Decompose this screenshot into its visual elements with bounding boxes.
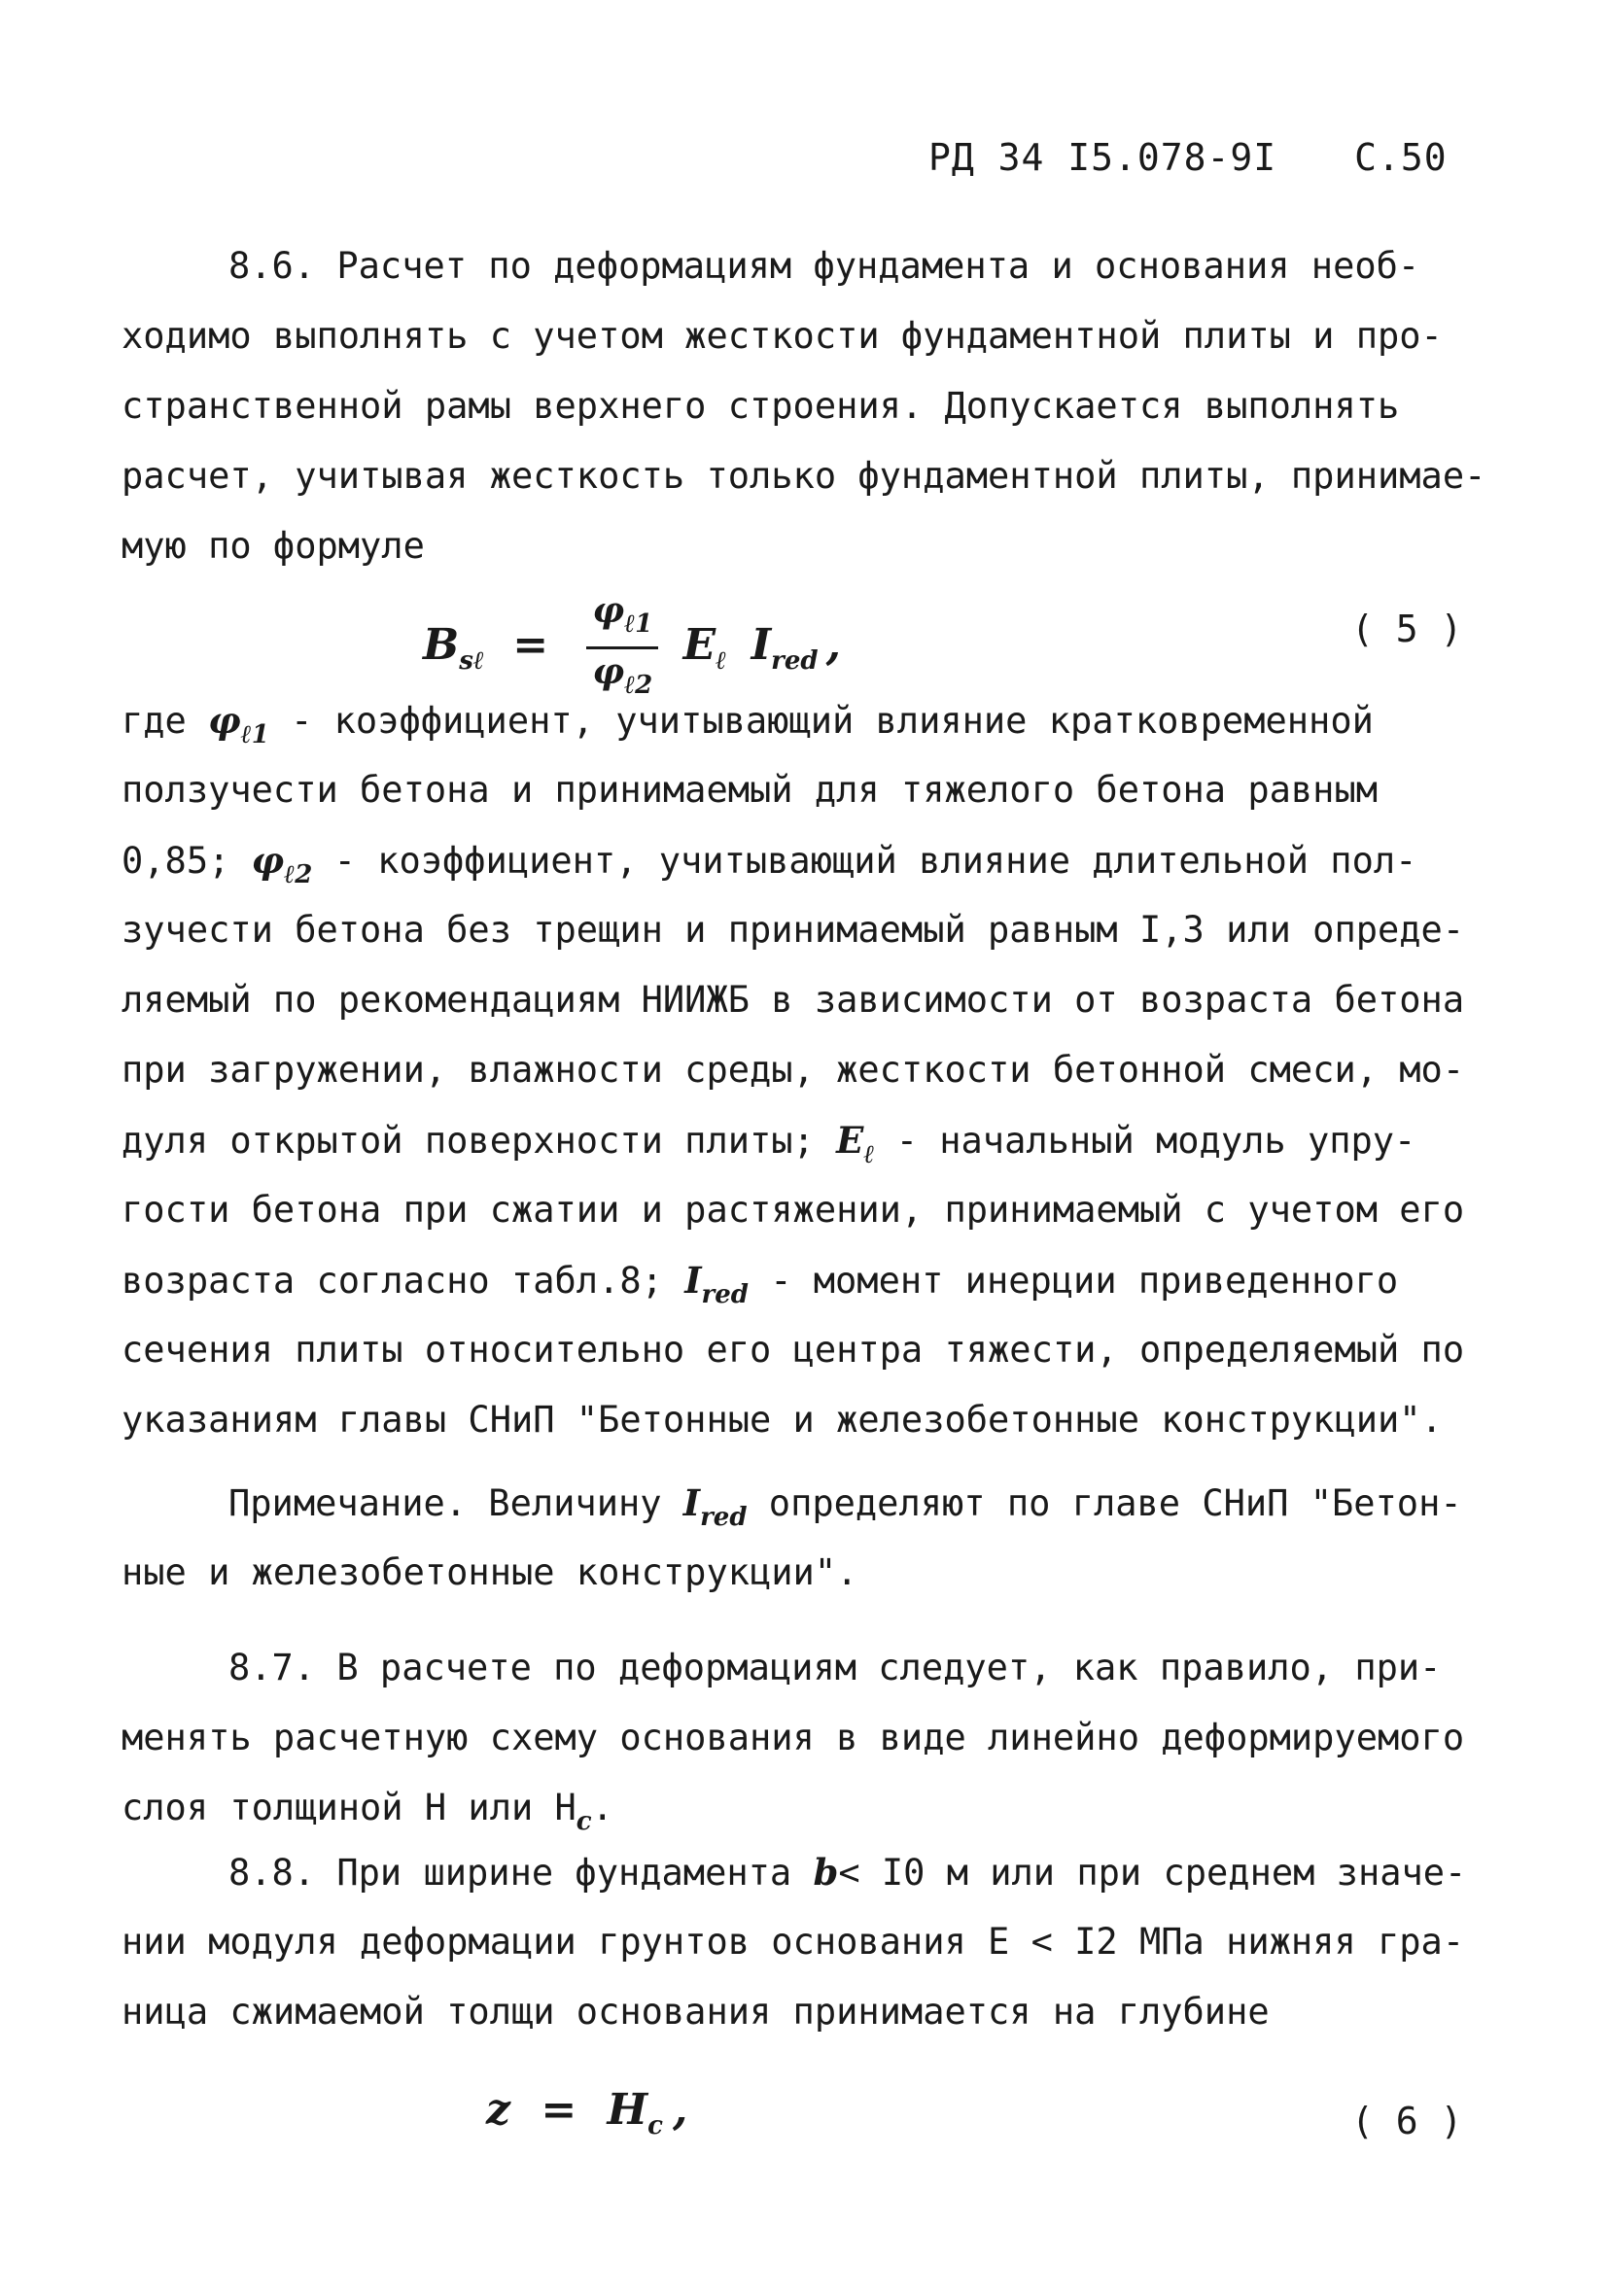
text-line: дуля открытой поверхности плиты; $E_\ell$ - начальный модуль упру-: [122, 1119, 1416, 1169]
formula-6: $z = H_c$ ,: [486, 2085, 688, 2140]
text-line: менять расчетную схему основания в виде линейно деформируемого: [122, 1717, 1465, 1758]
equation-number-6: ( 6 ): [1351, 2100, 1463, 2142]
text-line: мую по формуле: [122, 525, 425, 567]
text-line: ные и железобетонные конструкции".: [122, 1551, 858, 1593]
text-line: гости бетона при сжатии и растяжении, принимаемый с учетом его: [122, 1189, 1465, 1231]
text-line: ползучести бетона и принимаемый для тяжелого бетона равным: [122, 769, 1379, 811]
paragraph-8-7: [122, 1633, 1473, 1843]
text-line: 8.8. При ширине фундамента b< I0 м или при среднем значе-: [228, 1851, 1467, 1894]
equation-number-5: ( 5 ): [1351, 608, 1463, 650]
text-line: ляемый по рекомендациям НИИЖБ в зависимости от возраста бетона: [122, 979, 1465, 1021]
paragraph-8-6: [122, 231, 1486, 581]
text-line: указаниям главы СНиП "Бетонные и железобетонные конструкции".: [122, 1399, 1443, 1441]
page-number: С.50: [1354, 136, 1448, 179]
page-header: [928, 136, 1448, 179]
fraction: $\frac{\varphi_{\ell 1}}{\varphi_{\ell 2}}$: [586, 588, 658, 708]
formula-5: $B_{s\ell}$ = $\frac{\varphi_{\ell 1}}{\varphi_{\ell 2}}$ $E_\ell$ $I_{red}$ ,: [423, 588, 841, 708]
text-line: при загружении, влажности среды, жесткости бетонной смеси, мо-: [122, 1049, 1465, 1091]
text-line: нии модуля деформации грунтов основания Е < I2 МПа нижняя гра-: [122, 1921, 1465, 1963]
text-line: расчет, учитывая жесткость только фундаментной плиты, принимае-: [122, 455, 1486, 497]
text-line: 8.6. Расчет по деформациям фундамента и основания необ-: [228, 245, 1420, 287]
text-line: странственной рамы верхнего строения. Допускается выполнять: [122, 385, 1400, 427]
document-code: РД 34 I5.078-9I: [928, 136, 1277, 179]
text-line: ница сжимаемой толщи основания принимается на глубине: [122, 1991, 1270, 2033]
text-line: слоя толщиной Н или $Н_c$.: [122, 1787, 613, 1836]
text-line: Примечание. Величину $I_{red}$ определяют по главе СНиП "Бетон-: [228, 1481, 1462, 1532]
text-line: 8.7. В расчете по деформациям следует, как правило, при-: [228, 1647, 1442, 1688]
text-line: возраста согласно табл.8; $I_{red}$ - момент инерции приведенного: [122, 1259, 1399, 1309]
text-line: сечения плиты относительно его центра тяжести, определяемый по: [122, 1329, 1465, 1371]
note-paragraph: [122, 1468, 1473, 1608]
text-line: зучести бетона без трещин и принимаемый равным I,3 или опреде-: [122, 909, 1465, 951]
variable-definitions: [122, 685, 1473, 1455]
text-line: ходимо выполнять с учетом жесткости фундаментной плиты и про-: [122, 315, 1443, 357]
text-line: где $\varphi_{\ell 1}$ - коэффициент, учитывающий влияние кратковременной: [122, 699, 1374, 749]
text-line: 0,85; $\varphi_{\ell 2}$ - коэффициент, учитывающий влияние длительной пол-: [122, 839, 1417, 889]
paragraph-8-8: [122, 1837, 1473, 2047]
